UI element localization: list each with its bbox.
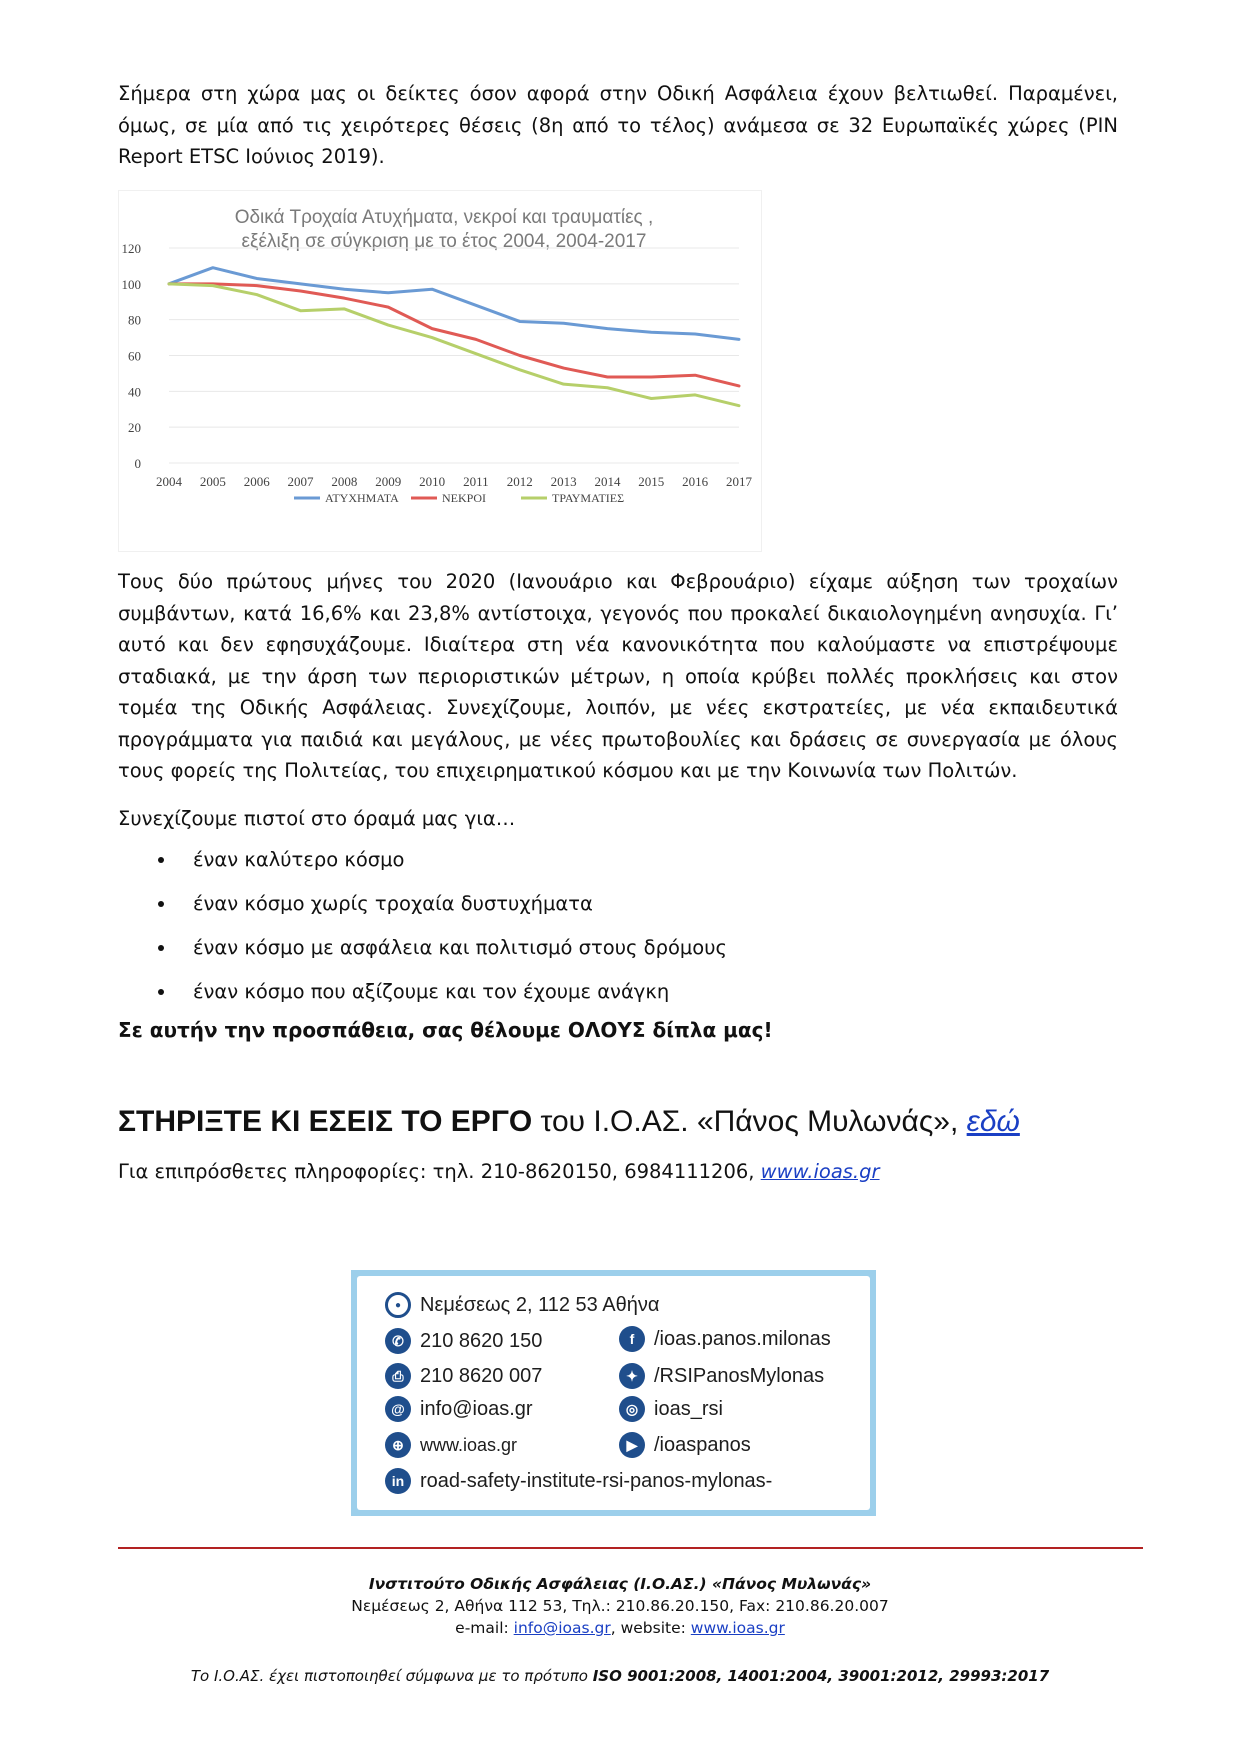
linkedin-icon: in — [385, 1468, 411, 1494]
facebook-icon: f — [619, 1326, 645, 1352]
chart-svg — [119, 191, 761, 551]
twitter-bird-icon: ✦ — [619, 1363, 645, 1389]
youtube-play-icon: ▶ — [619, 1432, 645, 1458]
contact-instagram-text: ioas_rsi — [654, 1397, 723, 1420]
globe-icon: ⊕ — [385, 1432, 411, 1458]
info-line — [118, 1160, 880, 1183]
x-tick-label: 2009 — [375, 474, 402, 489]
footer-website-label: , website: — [610, 1619, 691, 1637]
contact-email[interactable] — [385, 1396, 533, 1422]
x-tick-label: 2015 — [638, 474, 665, 489]
x-tick-label: 2004 — [156, 474, 182, 489]
series-line-3 — [169, 284, 739, 406]
footer-cert-standards: ISO 9001:2008, 14001:2004, 39001:2012, 29993:2017 — [592, 1667, 1050, 1685]
contact-card — [351, 1270, 876, 1516]
x-tick-label: 2013 — [550, 474, 577, 489]
contact-phone-text: 210 8620 150 — [420, 1329, 543, 1352]
support-link[interactable]: εδώ — [966, 1105, 1020, 1138]
vision-intro: Συνεχίζουμε πιστοί στο όραμά μας για… — [118, 807, 516, 830]
vision-item: έναν καλύτερο κόσμο — [118, 845, 1118, 889]
legend-label: ΝΕΚΡΟΙ — [442, 491, 486, 505]
vision-item: έναν κόσμο που αξίζουμε και τον έχουμε ανάγκη — [118, 977, 1118, 1021]
instagram-icon: ◎ — [619, 1396, 645, 1422]
x-tick-label: 2016 — [682, 474, 709, 489]
x-tick-label: 2017 — [726, 474, 752, 489]
contact-youtube[interactable] — [619, 1432, 751, 1458]
info-text: Για επιπρόσθετες πληροφορίες: τηλ. 210-8620150, 6984111206, — [118, 1160, 761, 1183]
contact-address — [385, 1292, 659, 1318]
contact-fax-text: 210 8620 007 — [420, 1364, 543, 1387]
vision-list — [118, 845, 1118, 1021]
legend-label: ΑΤΥΧΗΜΑΤΑ — [325, 491, 399, 505]
x-tick-label: 2006 — [243, 474, 270, 489]
footer-email-link[interactable]: info@ioas.gr — [513, 1619, 611, 1637]
x-tick-label: 2014 — [594, 474, 621, 489]
vision-item: έναν κόσμο χωρίς τροχαία δυστυχήματα — [118, 889, 1118, 933]
info-website-link[interactable]: www.ioas.gr — [760, 1160, 880, 1183]
contact-facebook-text: /ioas.panos.milonas — [654, 1327, 831, 1350]
footer-address: Νεμέσεως 2, Αθήνα 112 53, Τηλ.: 210.86.20.150, Fax: 210.86.20.007 — [351, 1597, 889, 1615]
chart-title-line-1: Οδικά Τροχαία Ατυχήματα, νεκροί και τραυματίες , — [234, 207, 654, 228]
footer-org-name: Ινστιτούτο Οδικής Ασφάλειας (Ι.Ο.ΑΣ.) «Πάνος Μυλωνάς» — [368, 1575, 872, 1593]
y-tick-label: 20 — [128, 420, 141, 436]
footer-divider — [118, 1547, 1143, 1549]
body-paragraph: Τους δύο πρώτους μήνες του 2020 (Ιανουάριο και Φεβρουάριο) είχαμε αύξηση των τροχαίων συμβάντων, κατά 16,6% και 23,8% αντίστοιχα, γεγονός που προκαλεί δικαιολογημένη ανησυχία. Γι’ αυτό και δεν εφησυχάζουμε. Ιδιαίτερα στη νέα κανονικότητα που καλούμαστε να επιστρέψουμε σταδιακά, με την άρση των περιοριστικών μέτρων, η οποία κρύβει πολλές προκλήσεις και στον τομέα της Οδικής Ασφάλειας. Συνεχίζουμε, λοιπόν, με νέες εκστρατείες, με νέα εκπαιδευτικά προγράμματα για παιδιά και μεγάλους, με νέες πρωτοβουλίες και δράσεις σε συνεργασία με όλους τους φορείς της Πολιτείας, του επιχειρηματικού κόσμου και με την Κοινωνία των Πολιτών. — [118, 570, 1118, 782]
contact-fax — [385, 1363, 542, 1389]
support-bold: ΣΤΗΡΙΞΤΕ ΚΙ ΕΣΕΙΣ ΤΟ ΕΡΓΟ — [118, 1105, 533, 1138]
footer-cert-text: Το Ι.Ο.ΑΣ. έχει πιστοποιηθεί σύμφωνα με το πρότυπο — [190, 1667, 593, 1685]
y-tick-label: 80 — [128, 312, 141, 328]
contact-instagram[interactable] — [619, 1396, 723, 1422]
chart-title-line-2: εξέλιξη σε σύγκριση με το έτος 2004, 2004-2017 — [241, 231, 647, 252]
x-tick-label: 2012 — [506, 474, 533, 489]
call-to-action: Σε αυτήν την προσπάθεια, σας θέλουμε ΟΛΟΥΣ δίπλα μας! — [118, 1018, 773, 1042]
y-tick-label: 0 — [134, 456, 141, 471]
footer-website-link[interactable]: www.ioas.gr — [690, 1619, 785, 1637]
series-line-1 — [169, 268, 739, 340]
contact-twitter-text: /RSIPanosMylonas — [654, 1364, 825, 1387]
at-sign-icon: @ — [385, 1396, 411, 1422]
contact-twitter[interactable] — [619, 1363, 824, 1389]
x-tick-label: 2010 — [419, 474, 446, 489]
support-text: του Ι.Ο.ΑΣ. «Πάνος Μυλωνάς», — [532, 1105, 967, 1138]
intro-paragraph: Σήμερα στη χώρα μας οι δείκτες όσον αφορά στην Οδική Ασφάλεια έχουν βελτιωθεί. Παραμένει, όμως, σε μία από τις χειρότερες θέσεις (8η από το τέλος) ανάμεσα σε 32 Ευρωπαϊκές χώρες (PIN Report ETSC Ιούνιος 2019). — [118, 82, 1118, 168]
contact-phone — [385, 1328, 542, 1354]
x-tick-label: 2005 — [199, 474, 226, 489]
contact-facebook[interactable] — [619, 1326, 831, 1352]
series-line-2 — [169, 284, 739, 386]
contact-linkedin[interactable] — [385, 1468, 772, 1494]
printer-icon: ⎙ — [385, 1363, 411, 1389]
contact-youtube-text: /ioaspanos — [654, 1433, 751, 1456]
contact-address-text: Νεμέσεως 2, 112 53 Αθήνα — [420, 1293, 660, 1316]
support-line — [118, 1105, 1020, 1139]
y-tick-label: 40 — [128, 384, 141, 400]
footer-contacts — [0, 1619, 1240, 1637]
footer-email-label: e-mail: — [455, 1619, 514, 1637]
phone-icon: ✆ — [385, 1328, 411, 1354]
accidents-line-chart — [118, 190, 762, 552]
x-tick-label: 2011 — [463, 474, 489, 489]
vision-item: έναν κόσμο με ασφάλεια και πολιτισμό στους δρόμους — [118, 933, 1118, 977]
y-tick-label: 100 — [121, 276, 141, 292]
legend-label: ΤΡΑΥΜΑΤΙΕΣ — [552, 491, 625, 505]
y-tick-label: 120 — [121, 241, 141, 256]
x-tick-label: 2008 — [331, 474, 358, 489]
x-tick-label: 2007 — [287, 474, 314, 489]
footer-certification — [0, 1667, 1240, 1685]
contact-web-text: www.ioas.gr — [420, 1434, 518, 1455]
contact-web[interactable] — [385, 1432, 517, 1458]
contact-email-text: info@ioas.gr — [420, 1397, 533, 1420]
contact-linkedin-text: road-safety-institute-rsi-panos-mylonas- — [420, 1469, 773, 1492]
location-pin-icon: ● — [385, 1292, 411, 1318]
y-tick-label: 60 — [128, 348, 141, 364]
